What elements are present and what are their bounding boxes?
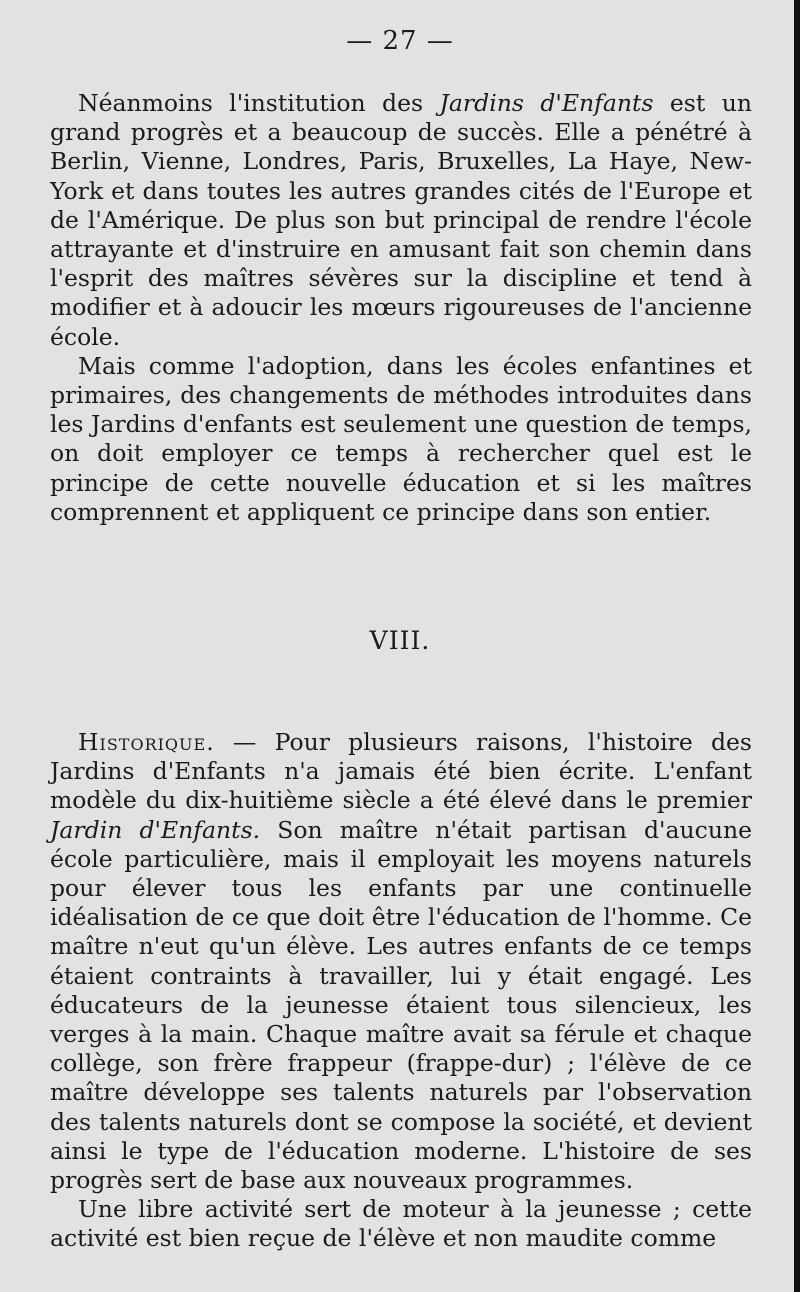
paragraph-2: Mais comme l'adoption, dans les écoles enfantines et primaires, des changements de méthodes introduites dans les Jardins d'enfants est seulement une question de temps, on doit employer ce temps à rechercher quel est le principe de cette nouvelle éducation et si les maîtres comprennent et appliquent ce principe dans son entier. xyxy=(50,351,752,526)
text-block-top xyxy=(50,89,752,527)
paragraph-3-italic-title: Jardin d'Enfants. xyxy=(50,815,261,844)
text-block-bottom xyxy=(50,728,752,1254)
page-edge-shadow xyxy=(794,0,800,1292)
paragraph-1-text-start: Néanmoins l'institution des xyxy=(78,89,440,117)
paragraph-1-text-end: est un grand progrès et a beaucoup de succès. Elle a pénétré à Berlin, Vienne, Londres, Paris, Bruxelles, La Haye, New-York et dans toutes les autres grandes cités de l'Europe et de l'Amérique. De plus son but principal de rendre l'école attrayante et d'instruire en amusant fait son chemin dans l'esprit des maîtres sévères sur la discipline et tend à modifier et à adoucir les mœurs rigoureuses de l'ancienne école. xyxy=(50,89,753,351)
paragraph-3-label: Historique. xyxy=(78,728,215,756)
paragraph-3-text-end: Son maître n'était partisan d'aucune école particulière, mais il employait les moyens naturels pour élever tous les enfants par une continuelle idéalisation de ce que doit être l'éducation de l'homme. Ce maître n'eut qu'un élève. Les autres enfants de ce temps étaient contraints à travailler, lui y était engagé. Les éducateurs de la jeunesse étaient tous silencieux, les verges à la main. Chaque maître avait sa férule et chaque collège, son frère frappeur (frappe-dur) ; l'élève de ce maître développe ses talents naturels par l'observation des talents naturels dont se compose la société, et devient ainsi le type de l'éducation moderne. L'histoire de ses progrès sert de base aux nouveaux programmes. xyxy=(50,815,752,1195)
paragraph-3 xyxy=(50,728,752,1195)
page-number: — 27 — xyxy=(346,26,454,56)
paragraph-4: Une libre activité sert de moteur à la jeunesse ; cette activité est bien reçue de l'élève et non maudite comme xyxy=(50,1195,752,1253)
paragraph-1-italic-title: Jardins d'Enfants xyxy=(439,89,654,117)
paragraph-1 xyxy=(50,89,752,352)
paragraph-3-text-start: — Pour plusieurs raisons, l'histoire des Jardins d'Enfants n'a jamais été bien écrite. L'enfant modèle du dix-huitième siècle a été élevé dans le premier xyxy=(50,728,752,815)
section-heading: VIII. xyxy=(369,626,431,655)
